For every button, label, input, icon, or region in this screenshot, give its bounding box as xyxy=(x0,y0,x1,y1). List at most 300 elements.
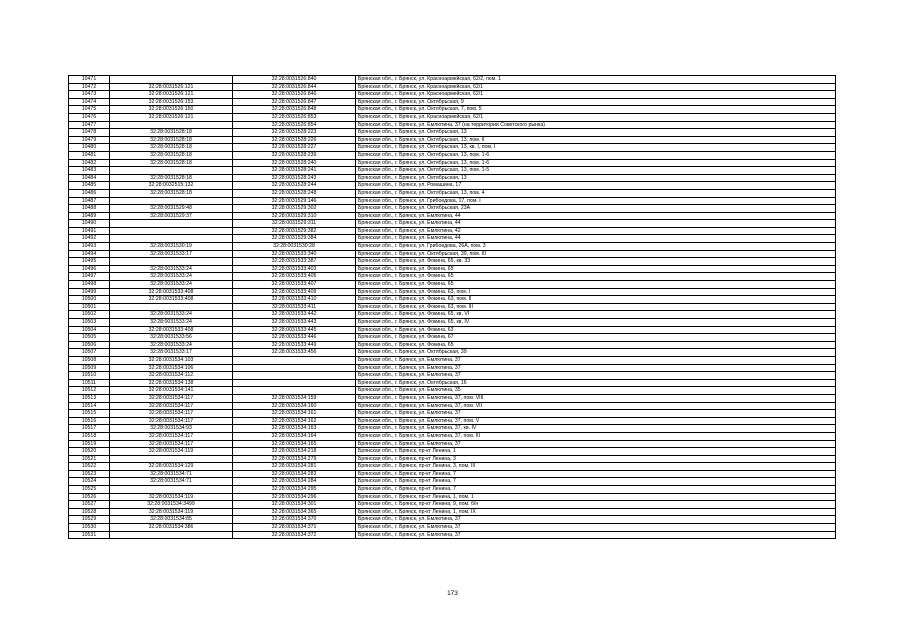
row-number-cell: 10531 xyxy=(69,531,110,539)
building-cadastral-cell: 32:28:0031533:456 xyxy=(233,349,356,357)
row-number-cell: 10473 xyxy=(69,91,110,99)
building-cadastral-cell: 32:28:0031528:240 xyxy=(233,159,356,167)
address-cell: Брянская обл., г. Брянск, пр-кт Ленина, 7 xyxy=(356,478,836,486)
address-cell: Брянская обл., г. Брянск, ул. Емлютина, 37 xyxy=(356,524,836,532)
table-row xyxy=(69,144,836,152)
row-number-cell: 10500 xyxy=(69,296,110,304)
address-cell: Брянская обл., г. Брянск, ул. Емлютина, 37 xyxy=(356,372,836,380)
table-row xyxy=(69,189,836,197)
row-number-cell: 10521 xyxy=(69,455,110,463)
table-row xyxy=(69,159,836,167)
row-number-cell: 10511 xyxy=(69,379,110,387)
land-plot-cadastral-cell: 32:28:0031528:18 xyxy=(110,159,233,167)
address-cell: Брянская обл., г. Брянск, ул. Фокина, 65, кв. VI xyxy=(356,311,836,319)
row-number-cell: 10516 xyxy=(69,417,110,425)
building-cadastral-cell: 32:28:0031533:407 xyxy=(233,281,356,289)
land-plot-cadastral-cell: 32:28:0031534:3499 xyxy=(110,501,233,509)
table-body xyxy=(69,76,836,539)
land-plot-cadastral-cell: 32:28:0031533:24 xyxy=(110,273,233,281)
land-plot-cadastral-cell: 32:28:0031534:117 xyxy=(110,432,233,440)
address-cell: Брянская обл., г. Брянск, ул. Емлютина, 37 xyxy=(356,516,836,524)
building-cadastral-cell: 32:28:0031533:449 xyxy=(233,341,356,349)
address-cell: Брянская обл., г. Брянск, пр-кт Ленина, 1, пом. 1 xyxy=(356,493,836,501)
row-number-cell: 10490 xyxy=(69,220,110,228)
address-cell: Брянская обл., г. Брянск, ул. Октябрьская, 13 xyxy=(356,129,836,137)
table-row xyxy=(69,455,836,463)
building-cadastral-cell xyxy=(233,356,356,364)
table-row xyxy=(69,356,836,364)
address-cell: Брянская обл., г. Брянск, ул. Емлютина, 37 xyxy=(356,364,836,372)
building-cadastral-cell: 32:28:0031528:226 xyxy=(233,136,356,144)
row-number-cell: 10523 xyxy=(69,470,110,478)
table-row xyxy=(69,212,836,220)
table-row xyxy=(69,319,836,327)
land-plot-cadastral-cell: 32:28:0031533:56 xyxy=(110,334,233,342)
building-cadastral-cell: 32:28:0031526:848 xyxy=(233,106,356,114)
building-cadastral-cell: 32:28:0031529:302 xyxy=(233,205,356,213)
table-row xyxy=(69,303,836,311)
land-plot-cadastral-cell: 32:28:0031530:19 xyxy=(110,243,233,251)
row-number-cell: 10480 xyxy=(69,144,110,152)
table-row xyxy=(69,227,836,235)
land-plot-cadastral-cell: 32:28:0031534:119 xyxy=(110,508,233,516)
land-plot-cadastral-cell: 32:28:0031534:119 xyxy=(110,493,233,501)
table-row xyxy=(69,387,836,395)
land-plot-cadastral-cell: 32:28:0031534:106 xyxy=(110,364,233,372)
building-cadastral-cell: 32:28:0031533:409 xyxy=(233,288,356,296)
table-row xyxy=(69,349,836,357)
address-cell: Брянская обл., г. Брянск, ул. Грибоедова, 17, пом. I xyxy=(356,197,836,205)
land-plot-cadastral-cell: 32:28:0031533:408 xyxy=(110,296,233,304)
land-plot-cadastral-cell: 32:28:0031526:153 xyxy=(110,98,233,106)
row-number-cell: 10481 xyxy=(69,151,110,159)
address-cell: Брянская обл., г. Брянск, ул. Емлютина, 37, пом. VIII xyxy=(356,394,836,402)
table-row xyxy=(69,273,836,281)
row-number-cell: 10472 xyxy=(69,83,110,91)
table-row xyxy=(69,478,836,486)
table-row xyxy=(69,281,836,289)
row-number-cell: 10492 xyxy=(69,235,110,243)
row-number-cell: 10478 xyxy=(69,129,110,137)
address-cell: Брянская обл., г. Брянск, ул. Красноармейская, 62/1 xyxy=(356,83,836,91)
land-plot-cadastral-cell xyxy=(110,220,233,228)
building-cadastral-cell: 32:28:0031534:162 xyxy=(233,417,356,425)
row-number-cell: 10509 xyxy=(69,364,110,372)
building-cadastral-cell: 32:28:0031529:382 xyxy=(233,227,356,235)
row-number-cell: 10528 xyxy=(69,508,110,516)
row-number-cell: 10497 xyxy=(69,273,110,281)
building-cadastral-cell xyxy=(233,379,356,387)
building-cadastral-cell: 32:28:0031526:840 xyxy=(233,76,356,84)
row-number-cell: 10479 xyxy=(69,136,110,144)
building-cadastral-cell: 32:28:0031534:163 xyxy=(233,425,356,433)
address-cell: Брянская обл., г. Брянск, ул. Емлютина, 35 xyxy=(356,387,836,395)
land-plot-cadastral-cell: 32:28:0031528:18 xyxy=(110,129,233,137)
table-row xyxy=(69,265,836,273)
row-number-cell: 10488 xyxy=(69,205,110,213)
address-cell: Брянская обл., г. Брянск, ул. Октябрьская, 13, пом. II xyxy=(356,136,836,144)
building-cadastral-cell: 32:28:0031533:442 xyxy=(233,311,356,319)
property-register-table xyxy=(68,75,836,539)
land-plot-cadastral-cell: 32:28:0031534:119 xyxy=(110,448,233,456)
row-number-cell: 10471 xyxy=(69,76,110,84)
land-plot-cadastral-cell: 32:28:0031534:117 xyxy=(110,410,233,418)
land-plot-cadastral-cell: 32:28:0031534:117 xyxy=(110,402,233,410)
row-number-cell: 10512 xyxy=(69,387,110,395)
address-cell: Брянская обл., г. Брянск, ул. Фокина, 67 xyxy=(356,334,836,342)
table-row xyxy=(69,448,836,456)
table-row xyxy=(69,121,836,129)
address-cell: Брянская обл., г. Брянск, ул. Фокина, 65 xyxy=(356,273,836,281)
table-row xyxy=(69,106,836,114)
address-cell: Брянская обл., г. Брянск, ул. Емлютина, 37 xyxy=(356,356,836,364)
building-cadastral-cell: 32:28:0031528:248 xyxy=(233,189,356,197)
land-plot-cadastral-cell xyxy=(110,303,233,311)
land-plot-cadastral-cell: 32:28:0031529:48 xyxy=(110,205,233,213)
building-cadastral-cell: 32:28:0031533:403 xyxy=(233,265,356,273)
address-cell: Брянская обл., г. Брянск, ул. Емлютина, 37 (на территории Советского рынка) xyxy=(356,121,836,129)
table-row xyxy=(69,197,836,205)
table-row xyxy=(69,524,836,532)
land-plot-cadastral-cell: 32:28:0031534:103 xyxy=(110,356,233,364)
table-row xyxy=(69,493,836,501)
land-plot-cadastral-cell xyxy=(110,197,233,205)
building-cadastral-cell: 32:28:0031534:161 xyxy=(233,410,356,418)
building-cadastral-cell: 32:28:0031528:243 xyxy=(233,174,356,182)
table-row xyxy=(69,486,836,494)
land-plot-cadastral-cell: 32:28:0031533:17 xyxy=(110,349,233,357)
row-number-cell: 10525 xyxy=(69,486,110,494)
row-number-cell: 10491 xyxy=(69,227,110,235)
address-cell: Брянская обл., г. Брянск, ул. Октябрьская, 13, пом. 1-6 xyxy=(356,151,836,159)
row-number-cell: 10519 xyxy=(69,440,110,448)
table-row xyxy=(69,341,836,349)
table-row xyxy=(69,432,836,440)
address-cell: Брянская обл., г. Брянск, ул. Октябрьская, 39 xyxy=(356,349,836,357)
table-row xyxy=(69,326,836,334)
land-plot-cadastral-cell: 32:28:0031526:121 xyxy=(110,83,233,91)
building-cadastral-cell xyxy=(233,372,356,380)
table-row xyxy=(69,129,836,137)
building-cadastral-cell: 32:28:0031533:410 xyxy=(233,296,356,304)
address-cell: Брянская обл., г. Брянск, ул. Октябрьская, 13 xyxy=(356,174,836,182)
building-cadastral-cell: 32:28:0031526:844 xyxy=(233,83,356,91)
row-number-cell: 10484 xyxy=(69,174,110,182)
table-row xyxy=(69,182,836,190)
address-cell: Брянская обл., г. Брянск, ул. Октябрьская, 39, пом. III xyxy=(356,250,836,258)
table-row xyxy=(69,76,836,84)
building-cadastral-cell: 32:28:0031534:371 xyxy=(233,524,356,532)
address-cell: Брянская обл., г. Брянск, ул. Красноармейская, 62/2, пом. 1 xyxy=(356,76,836,84)
table-row xyxy=(69,508,836,516)
land-plot-cadastral-cell: 32:28:0031526:150 xyxy=(110,106,233,114)
address-cell: Брянская обл., г. Брянск, ул. Емлютина, 44 xyxy=(356,235,836,243)
land-plot-cadastral-cell: 32:28:0031533:24 xyxy=(110,341,233,349)
address-cell: Брянская обл., г. Брянск, ул. Фокина, 63 xyxy=(356,326,836,334)
land-plot-cadastral-cell: 32:28:0031528:18 xyxy=(110,151,233,159)
building-cadastral-cell: 32:28:0031533:340 xyxy=(233,250,356,258)
table-row xyxy=(69,425,836,433)
land-plot-cadastral-cell xyxy=(110,455,233,463)
row-number-cell: 10526 xyxy=(69,493,110,501)
building-cadastral-cell: 32:28:0031529:384 xyxy=(233,235,356,243)
land-plot-cadastral-cell: 32:28:0031534:85 xyxy=(110,516,233,524)
address-cell: Брянская обл., г. Брянск, ул. Октябрьская, 13, пом. 4 xyxy=(356,189,836,197)
address-cell: Брянская обл., г. Брянск, ул. Фокина, 63, пом. III xyxy=(356,303,836,311)
building-cadastral-cell: 32:28:0031529:310 xyxy=(233,212,356,220)
building-cadastral-cell: 32:28:0031534:218 xyxy=(233,448,356,456)
table-row xyxy=(69,83,836,91)
address-cell: Брянская обл., г. Брянск, ул. Фокина, 65 xyxy=(356,281,836,289)
table-row xyxy=(69,311,836,319)
address-cell: Брянская обл., г. Брянск, ул. Октябрьская, 13, пом. 1-6 xyxy=(356,159,836,167)
row-number-cell: 10507 xyxy=(69,349,110,357)
land-plot-cadastral-cell xyxy=(110,531,233,539)
land-plot-cadastral-cell xyxy=(110,76,233,84)
address-cell: Брянская обл., г. Брянск, ул. Фокина, 65, кв. IV xyxy=(356,319,836,327)
address-cell: Брянская обл., г. Брянск, пр-кт Ленина, 7 xyxy=(356,470,836,478)
building-cadastral-cell: 32:28:0031533:411 xyxy=(233,303,356,311)
table-row xyxy=(69,243,836,251)
row-number-cell: 10517 xyxy=(69,425,110,433)
row-number-cell: 10527 xyxy=(69,501,110,509)
row-number-cell: 10524 xyxy=(69,478,110,486)
land-plot-cadastral-cell: 32:28:0031534:71 xyxy=(110,478,233,486)
building-cadastral-cell: 32:28:0031534:372 xyxy=(233,531,356,539)
table-row xyxy=(69,394,836,402)
table-row xyxy=(69,296,836,304)
address-cell: Брянская обл., г. Брянск, ул. Октябрьская, 13, пом. 1-5 xyxy=(356,167,836,175)
land-plot-cadastral-cell xyxy=(110,486,233,494)
table-row xyxy=(69,516,836,524)
land-plot-cadastral-cell: 32:28:0031533:17 xyxy=(110,250,233,258)
address-cell: Брянская обл., г. Брянск, ул. Октябрьская, 7, пом. 5 xyxy=(356,106,836,114)
building-cadastral-cell: 32:28:0031533:443 xyxy=(233,319,356,327)
land-plot-cadastral-cell xyxy=(110,235,233,243)
row-number-cell: 10502 xyxy=(69,311,110,319)
land-plot-cadastral-cell: 32:28:0031528:18 xyxy=(110,136,233,144)
building-cadastral-cell: 32:28:0031534:160 xyxy=(233,402,356,410)
building-cadastral-cell: 32:28:0031533:445 xyxy=(233,326,356,334)
row-number-cell: 10493 xyxy=(69,243,110,251)
land-plot-cadastral-cell: 32:28:0031534:117 xyxy=(110,394,233,402)
row-number-cell: 10475 xyxy=(69,106,110,114)
row-number-cell: 10503 xyxy=(69,319,110,327)
address-cell: Брянская обл., г. Брянск, пр-кт Ленина, 3, пом. III xyxy=(356,463,836,471)
land-plot-cadastral-cell: 32:28:0031528:18 xyxy=(110,144,233,152)
row-number-cell: 10514 xyxy=(69,402,110,410)
row-number-cell: 10504 xyxy=(69,326,110,334)
address-cell: Брянская обл., г. Брянск, ул. Емлютина, 42 xyxy=(356,227,836,235)
building-cadastral-cell: 32:28:0031534:283 xyxy=(233,470,356,478)
building-cadastral-cell: 32:28:0031530:28 xyxy=(233,243,356,251)
land-plot-cadastral-cell: 32:28:0031534:112 xyxy=(110,372,233,380)
building-cadastral-cell: 32:28:0031534:365 xyxy=(233,508,356,516)
table-row xyxy=(69,463,836,471)
row-number-cell: 10510 xyxy=(69,372,110,380)
building-cadastral-cell: 32:28:0031534:159 xyxy=(233,394,356,402)
table-row xyxy=(69,235,836,243)
building-cadastral-cell: 32:28:0031528:244 xyxy=(233,182,356,190)
row-number-cell: 10508 xyxy=(69,356,110,364)
building-cadastral-cell: 32:28:0031528:223 xyxy=(233,129,356,137)
land-plot-cadastral-cell: 32:28:0031526:121 xyxy=(110,113,233,121)
building-cadastral-cell xyxy=(233,387,356,395)
building-cadastral-cell: 32:28:0031534:284 xyxy=(233,478,356,486)
row-number-cell: 10494 xyxy=(69,250,110,258)
land-plot-cadastral-cell: 32:28:0031534:117 xyxy=(110,417,233,425)
table-row xyxy=(69,205,836,213)
land-plot-cadastral-cell: 32:28:0031528:18 xyxy=(110,189,233,197)
row-number-cell: 10474 xyxy=(69,98,110,106)
land-plot-cadastral-cell: 32:28:0031533:24 xyxy=(110,281,233,289)
address-cell: Брянская обл., г. Брянск, ул. Фокина, 65 xyxy=(356,341,836,349)
table-row xyxy=(69,501,836,509)
row-number-cell: 10477 xyxy=(69,121,110,129)
table-row xyxy=(69,531,836,539)
address-cell: Брянская обл., г. Брянск, ул. Емлютина, 44 xyxy=(356,212,836,220)
building-cadastral-cell: 32:28:0031534:165 xyxy=(233,440,356,448)
table-row xyxy=(69,417,836,425)
address-cell: Брянская обл., г. Брянск, ул. Емлютина, 37 xyxy=(356,410,836,418)
table-row xyxy=(69,258,836,266)
row-number-cell: 10515 xyxy=(69,410,110,418)
address-cell: Брянская обл., г. Брянск, ул. Красноармейская, 62/1 xyxy=(356,91,836,99)
building-cadastral-cell xyxy=(233,364,356,372)
page-number: 173 xyxy=(447,590,458,597)
building-cadastral-cell: 32:28:0031533:405 xyxy=(233,273,356,281)
address-cell: Брянская обл., г. Брянск, пр-кт Ленина, 1, пом. IX xyxy=(356,508,836,516)
row-number-cell: 10485 xyxy=(69,182,110,190)
building-cadastral-cell: 32:28:0031534:164 xyxy=(233,432,356,440)
building-cadastral-cell: 32:28:0031528:241 xyxy=(233,167,356,175)
row-number-cell: 10498 xyxy=(69,281,110,289)
land-plot-cadastral-cell: 32:28:0031533:24 xyxy=(110,311,233,319)
building-cadastral-cell: 32:28:0031529:311 xyxy=(233,220,356,228)
address-cell: Брянская обл., г. Брянск, ул. Ромашина, 17 xyxy=(356,182,836,190)
row-number-cell: 10501 xyxy=(69,303,110,311)
table-row xyxy=(69,288,836,296)
land-plot-cadastral-cell: 32:28:0031533:408 xyxy=(110,288,233,296)
table-row xyxy=(69,98,836,106)
land-plot-cadastral-cell: 32:28:0031528:18 xyxy=(110,174,233,182)
land-plot-cadastral-cell: 32:28:0032515:132 xyxy=(110,182,233,190)
address-cell: Брянская обл., г. Брянск, ул. Октябрьская, 16 xyxy=(356,379,836,387)
table-row xyxy=(69,372,836,380)
building-cadastral-cell: 32:28:0031534:279 xyxy=(233,455,356,463)
address-cell: Брянская обл., г. Брянск, ул. Октябрьская, 23А xyxy=(356,205,836,213)
building-cadastral-cell: 32:28:0031533:387 xyxy=(233,258,356,266)
land-plot-cadastral-cell xyxy=(110,167,233,175)
building-cadastral-cell: 32:28:0031528:239 xyxy=(233,151,356,159)
address-cell: Брянская обл., г. Брянск, ул. Емлютина, 37, пом. V xyxy=(356,417,836,425)
land-plot-cadastral-cell: 32:28:0031534:93 xyxy=(110,425,233,433)
land-plot-cadastral-cell: 32:28:0031533:408 xyxy=(110,326,233,334)
land-plot-cadastral-cell xyxy=(110,121,233,129)
building-cadastral-cell: 32:28:0031526:847 xyxy=(233,98,356,106)
table-row xyxy=(69,364,836,372)
address-cell: Брянская обл., г. Брянск, ул. Емлютина, 37, пом. III xyxy=(356,432,836,440)
building-cadastral-cell: 32:28:0031534:295 xyxy=(233,486,356,494)
row-number-cell: 10513 xyxy=(69,394,110,402)
land-plot-cadastral-cell xyxy=(110,227,233,235)
land-plot-cadastral-cell: 32:28:0031534:117 xyxy=(110,440,233,448)
building-cadastral-cell: 32:28:0031533:446 xyxy=(233,334,356,342)
row-number-cell: 10483 xyxy=(69,167,110,175)
row-number-cell: 10496 xyxy=(69,265,110,273)
land-plot-cadastral-cell xyxy=(110,258,233,266)
table-row xyxy=(69,91,836,99)
table-row xyxy=(69,440,836,448)
address-cell: Брянская обл., г. Брянск, ул. Октябрьская, 9 xyxy=(356,98,836,106)
address-cell: Брянская обл., г. Брянск, ул. Октябрьская, 13, кв. I, пом. I xyxy=(356,144,836,152)
row-number-cell: 10499 xyxy=(69,288,110,296)
address-cell: Брянская обл., г. Брянск, ул. Фокина, 63, пом. I xyxy=(356,288,836,296)
land-plot-cadastral-cell: 32:28:0031534:141 xyxy=(110,387,233,395)
row-number-cell: 10530 xyxy=(69,524,110,532)
table-row xyxy=(69,402,836,410)
land-plot-cadastral-cell: 32:28:0031534:138 xyxy=(110,379,233,387)
row-number-cell: 10518 xyxy=(69,432,110,440)
address-cell: Брянская обл., г. Брянск, ул. Емлютина, 37 xyxy=(356,531,836,539)
building-cadastral-cell: 32:28:0031534:281 xyxy=(233,463,356,471)
address-cell: Брянская обл., г. Брянск, пр-кт Ленина, 3 xyxy=(356,455,836,463)
land-plot-cadastral-cell: 32:28:0031534:386 xyxy=(110,524,233,532)
building-cadastral-cell: 32:28:0031534:296 xyxy=(233,493,356,501)
row-number-cell: 10489 xyxy=(69,212,110,220)
address-cell: Брянская обл., г. Брянск, пр-кт Ленина, 7 xyxy=(356,486,836,494)
land-plot-cadastral-cell: 32:28:0031534:71 xyxy=(110,470,233,478)
land-plot-cadastral-cell: 32:28:0031533:24 xyxy=(110,265,233,273)
table-row xyxy=(69,410,836,418)
table-row xyxy=(69,220,836,228)
building-cadastral-cell: 32:28:0031534:301 xyxy=(233,501,356,509)
building-cadastral-cell: 32:28:0031534:370 xyxy=(233,516,356,524)
address-cell: Брянская обл., г. Брянск, ул. Емлютина, 37, пом. VII xyxy=(356,402,836,410)
address-cell: Брянская обл., г. Брянск, ул. Емлютина, 37, кв. IV xyxy=(356,425,836,433)
table-row xyxy=(69,250,836,258)
land-plot-cadastral-cell: 32:28:0031526:121 xyxy=(110,91,233,99)
building-cadastral-cell: 32:28:0031528:227 xyxy=(233,144,356,152)
row-number-cell: 10486 xyxy=(69,189,110,197)
land-plot-cadastral-cell: 32:28:0031534:129 xyxy=(110,463,233,471)
table-row xyxy=(69,470,836,478)
land-plot-cadastral-cell: 32:28:0031529:37 xyxy=(110,212,233,220)
row-number-cell: 10529 xyxy=(69,516,110,524)
table-row xyxy=(69,379,836,387)
address-cell: Брянская обл., г. Брянск, ул. Емлютина, 44 xyxy=(356,220,836,228)
row-number-cell: 10487 xyxy=(69,197,110,205)
address-cell: Брянская обл., г. Брянск, ул. Фокина, 63, пом. II xyxy=(356,296,836,304)
row-number-cell: 10482 xyxy=(69,159,110,167)
land-plot-cadastral-cell: 32:28:0031533:24 xyxy=(110,319,233,327)
address-cell: Брянская обл., г. Брянск, пр-кт Ленина, 1 xyxy=(356,448,836,456)
building-cadastral-cell: 32:28:0031526:846 xyxy=(233,91,356,99)
address-cell: Брянская обл., г. Брянск, ул. Грибоедова, 26А, пом. 3 xyxy=(356,243,836,251)
table-row xyxy=(69,136,836,144)
table-row xyxy=(69,334,836,342)
table-row xyxy=(69,167,836,175)
building-cadastral-cell: 32:28:0031526:853 xyxy=(233,113,356,121)
row-number-cell: 10520 xyxy=(69,448,110,456)
table-row xyxy=(69,174,836,182)
row-number-cell: 10495 xyxy=(69,258,110,266)
row-number-cell: 10522 xyxy=(69,463,110,471)
address-cell: Брянская обл., г. Брянск, ул. Фокина, 65, кв. 33 xyxy=(356,258,836,266)
address-cell: Брянская обл., г. Брянск, ул. Фокина, 65 xyxy=(356,265,836,273)
address-cell: Брянская обл., г. Брянск, ул. Красноармейская, 62/1 xyxy=(356,113,836,121)
row-number-cell: 10505 xyxy=(69,334,110,342)
